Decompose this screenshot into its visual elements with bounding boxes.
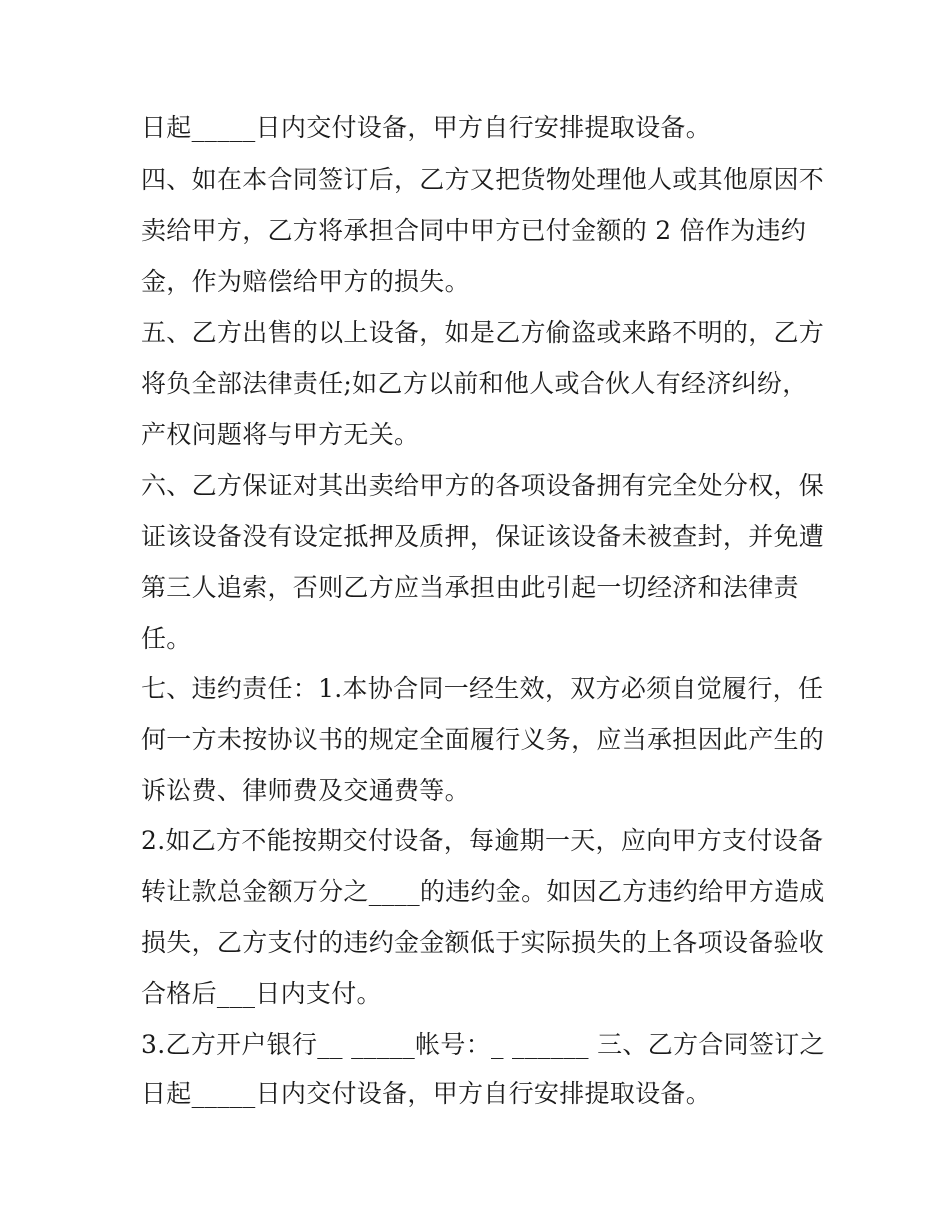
text-line: 七、违约责任：1.本协合同一经生效，双方必须自觉履行，任 <box>141 674 824 703</box>
text-line: 损失，乙方支付的违约金金额低于实际损失的上各项设备验收 <box>141 928 825 957</box>
text-line: 六、乙方保证对其出卖给甲方的各项设备拥有完全处分权，保 <box>141 471 825 500</box>
text-line: 四、如在本合同签订后，乙方又把货物处理他人或其他原因不 <box>141 165 825 194</box>
text-line: 将负全部法律责任;如乙方以前和他人或合伙人有经济纠纷， <box>141 369 808 398</box>
text-line: 五、乙方出售的以上设备，如是乙方偷盗或来路不明的，乙方 <box>141 318 825 347</box>
text-line: 日起_____日内交付设备，甲方自行安排提取设备。 <box>141 1079 712 1108</box>
text-line: 3.乙方开户银行__ _____帐号：_ ______ 三、乙方合同签订之 <box>141 1030 825 1059</box>
text-line: 金，作为赔偿给甲方的损失。 <box>141 267 470 296</box>
text-line: 2.如乙方不能按期交付设备，每逾期一天，应向甲方支付设备 <box>141 826 824 855</box>
text-line: 第三人追索，否则乙方应当承担由此引起一切经济和法律责 <box>141 573 799 602</box>
text-line: 日起_____日内交付设备，甲方自行安排提取设备。 <box>141 113 712 142</box>
text-line: 卖给甲方，乙方将承担合同中甲方已付金额的 2 倍作为违约 <box>141 216 807 245</box>
text-line: 何一方未按协议书的规定全面履行义务，应当承担因此产生的 <box>141 725 825 754</box>
text-line: 诉讼费、律师费及交通费等。 <box>141 776 470 805</box>
text-line: 任。 <box>141 624 192 653</box>
text-line: 转让款总金额万分之____的违约金。如因乙方违约给甲方造成 <box>141 877 825 906</box>
text-line: 产权问题将与甲方无关。 <box>141 420 420 449</box>
text-line: 证该设备没有设定抵押及质押，保证该设备未被查封，并免遭 <box>141 522 825 551</box>
text-line: 合格后___日内支付。 <box>141 979 382 1008</box>
